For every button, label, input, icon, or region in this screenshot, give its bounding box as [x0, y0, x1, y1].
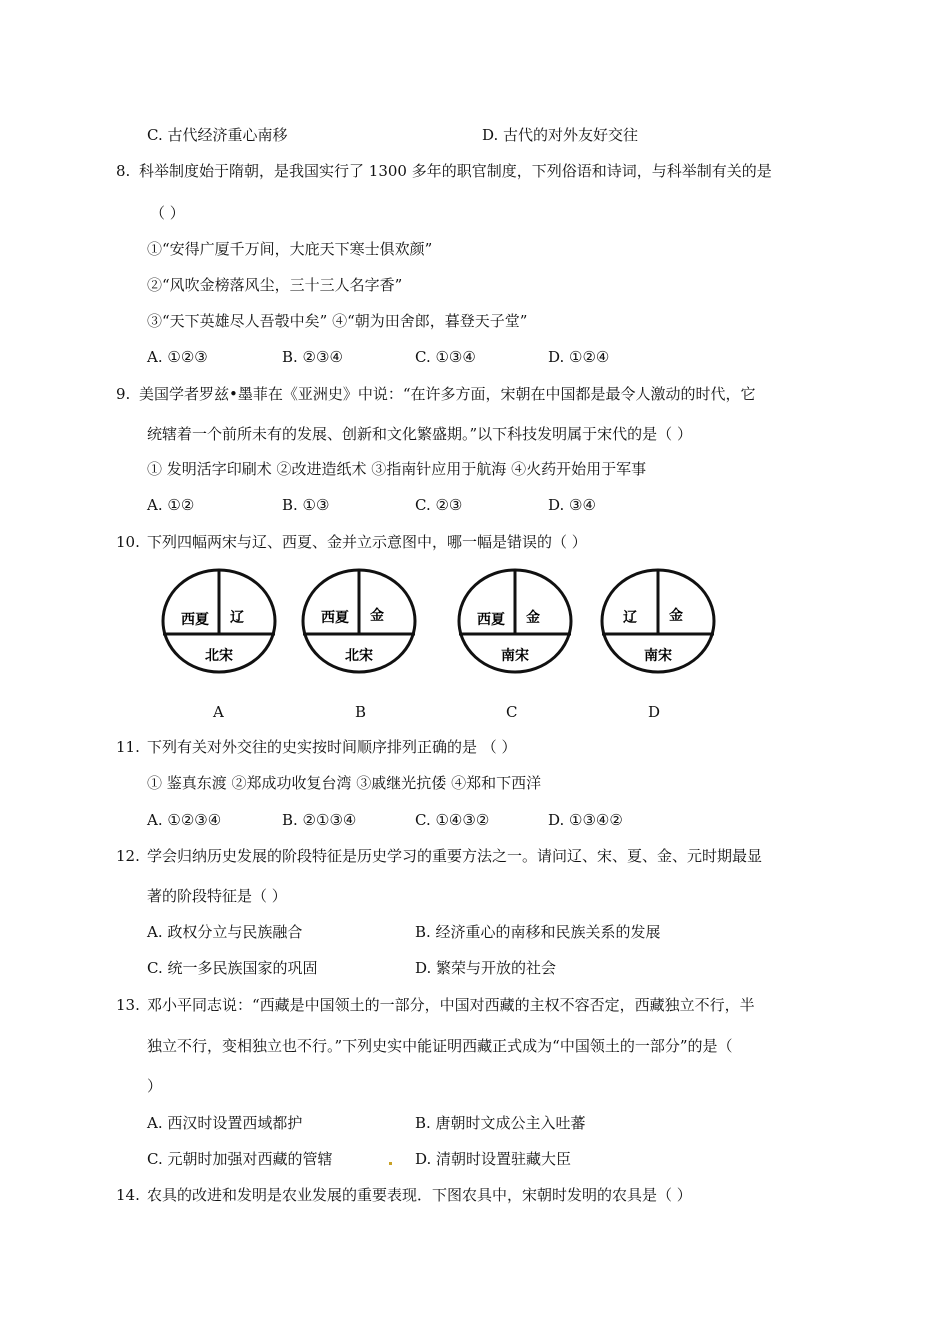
stray-mark [389, 1162, 392, 1165]
q9-option-a: A. ①② [147, 496, 195, 514]
q9-stem-line1: 美国学者罗兹•墨菲在《亚洲史》中说：“在许多方面，宋朝在中国都是最令人激动的时代，它 [139, 385, 756, 403]
q12-stem-line2: 著的阶段特征是（ ） [147, 887, 287, 905]
q14-stem: 农具的改进和发明是农业发展的重要表现．下图农具中，宋朝时发明的农具是（ ） [147, 1186, 692, 1204]
q8-option-c: C. ①③④ [415, 348, 476, 366]
q10-map-c-caption: C [506, 703, 518, 721]
q13-option-c: C. 元朝时加强对西藏的管辖 [147, 1150, 333, 1168]
q13-stem-line2: 独立不行，变相独立也不行。”下列史实中能证明西藏正式成为“中国领土的一部分”的是（ [147, 1037, 733, 1055]
q10-stem: 下列四幅两宋与辽、西夏、金并立示意图中，哪一幅是错误的（ ） [147, 533, 587, 551]
map-d-bottom-label: 南宋 [644, 648, 672, 664]
q11-option-d: D. ①③④② [548, 811, 623, 829]
q8-item-3-4: ③“天下英雄尽人吾彀中矣” ④“朝为田舍郎，暮登天子堂” [147, 312, 528, 330]
map-b-left-label: 西夏 [321, 610, 349, 626]
map-b-bottom-label: 北宋 [345, 648, 373, 664]
q10-map-a-caption: A [213, 703, 224, 721]
q12-stem-line1: 学会归纳历史发展的阶段特征是历史学习的重要方法之一。请问辽、宋、夏、金、元时期最显 [147, 847, 763, 865]
q9-option-c: C. ②③ [415, 496, 463, 514]
q9-stem-line2: 统辖着一个前所未有的发展、创新和文化繁盛期。”以下科技发明属于宋代的是（ ） [147, 425, 692, 443]
q11-option-b: B. ②①③④ [282, 811, 357, 829]
q12-option-a: A. 政权分立与民族融合 [147, 923, 303, 941]
q11-option-a: A. ①②③④ [147, 811, 222, 829]
q13-number: 13. [116, 996, 140, 1014]
q13-option-a: A. 西汉时设置西域都护 [147, 1114, 303, 1132]
q10-map-d [600, 568, 716, 674]
q8-item-2: ②“风吹金榜落风尘，三十三人名字香” [147, 276, 403, 294]
q8-number: 8. [116, 162, 131, 180]
map-d-right-label: 金 [669, 608, 683, 624]
map-c-left-label: 西夏 [477, 612, 505, 628]
q11-number: 11. [116, 738, 140, 756]
q8-option-a: A. ①②③ [147, 348, 208, 366]
map-a-left-label: 西夏 [181, 612, 209, 628]
q12-option-b: B. 经济重心的南移和民族关系的发展 [415, 923, 661, 941]
q10-number: 10. [116, 533, 140, 551]
q12-option-c: C. 统一多民族国家的巩固 [147, 959, 318, 977]
q11-option-c: C. ①④③② [415, 811, 490, 829]
q11-stem: 下列有关对外交往的史实按时间顺序排列正确的是 （ ） [147, 738, 517, 756]
q10-map-b [301, 568, 417, 674]
q10-map-b-caption: B [355, 703, 367, 721]
q8-option-b: B. ②③④ [282, 348, 343, 366]
q10-map-d-caption: D [648, 703, 661, 721]
map-a-right-label: 辽 [230, 610, 244, 626]
q9-option-b: B. ①③ [282, 496, 330, 514]
q9-number: 9. [116, 385, 131, 403]
q7-option-d: D. 古代的对外友好交往 [482, 126, 639, 144]
q12-option-d: D. 繁荣与开放的社会 [415, 959, 557, 977]
q9-items: ① 发明活字印刷术 ②改进造纸术 ③指南针应用于航海 ④火药开始用于军事 [147, 460, 647, 478]
q12-number: 12. [116, 847, 140, 865]
q11-items: ① 鉴真东渡 ②郑成功收复台湾 ③戚继光抗倭 ④郑和下西洋 [147, 774, 542, 792]
map-c-bottom-label: 南宋 [501, 648, 529, 664]
q13-stem-line1: 邓小平同志说：“西藏是中国领土的一部分，中国对西藏的主权不容否定，西藏独立不行，半 [147, 996, 755, 1014]
q8-stem-line2: （ ） [150, 204, 185, 222]
q10-map-c [457, 568, 573, 674]
map-a-bottom-label: 北宋 [205, 648, 233, 664]
q14-number: 14. [116, 1186, 140, 1204]
q8-option-d: D. ①②④ [548, 348, 610, 366]
map-b-right-label: 金 [370, 608, 384, 624]
q7-option-c: C. 古代经济重心南移 [147, 126, 288, 144]
map-c-right-label: 金 [526, 610, 540, 626]
q13-option-d: D. 清朝时设置驻藏大臣 [415, 1150, 572, 1168]
q8-item-1: ①“安得广厦千万间，大庇天下寒士俱欢颜” [147, 240, 433, 258]
q9-option-d: D. ③④ [548, 496, 596, 514]
q13-option-b: B. 唐朝时文成公主入吐蕃 [415, 1114, 586, 1132]
map-d-left-label: 辽 [623, 610, 637, 626]
q10-map-a [161, 568, 277, 674]
q13-stem-line3: ） [147, 1077, 163, 1095]
q8-stem-line1: 科举制度始于隋朝，是我国实行了 1300 多年的职官制度，下列俗语和诗词，与科举制有关的是 [139, 162, 772, 180]
